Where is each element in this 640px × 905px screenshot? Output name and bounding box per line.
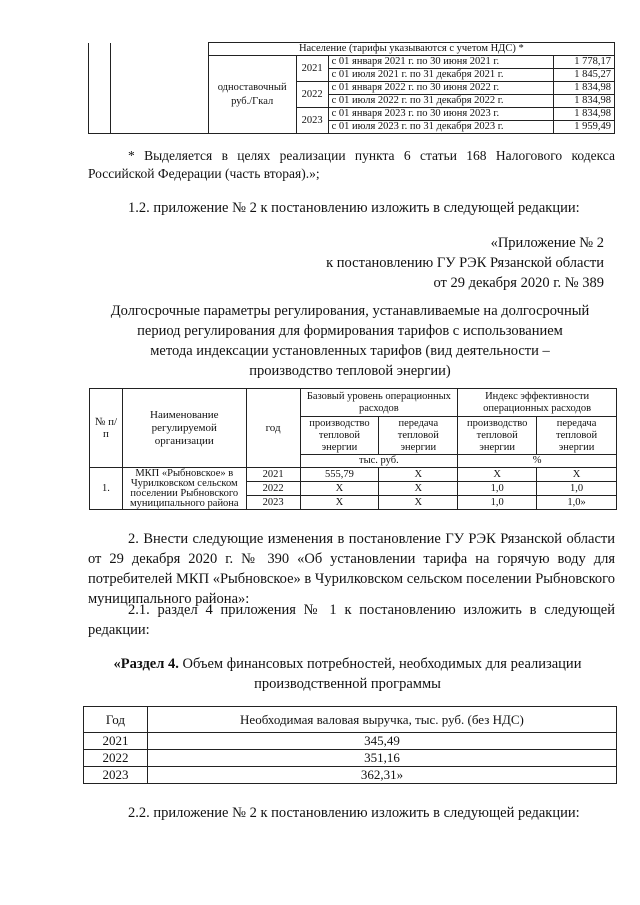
nvv-year: 2021 xyxy=(84,733,148,750)
params-title xyxy=(80,301,620,381)
cell: Х xyxy=(379,468,458,482)
nvv-table xyxy=(83,706,617,784)
params-title-line: производство тепловой энергии) xyxy=(249,363,451,379)
row-no: 1. xyxy=(90,468,123,510)
col-no: № п/п xyxy=(90,389,123,468)
section4-line2: производственной программы xyxy=(254,676,441,692)
tariff-period: с 01 июля 2021 г. по 31 декабря 2021 г. xyxy=(328,69,553,82)
tariff-value: 1 778,17 xyxy=(554,56,615,69)
nvv-year: 2022 xyxy=(84,750,148,767)
col-base: Базовый уровень операционных расходов xyxy=(300,389,458,417)
col-prod: производство тепловой энергии xyxy=(458,417,537,455)
tariff-value: 1 959,49 xyxy=(554,121,615,134)
params-title-line: Долгосрочные параметры регулирования, устанавливаемые на долгосрочный xyxy=(110,303,590,319)
tariff-year: 2022 xyxy=(296,82,328,108)
footnote: * Выделяется в целях реализации пункта 6 статьи 168 Налогового кодекса Российской Федерации (часть вторая).»; xyxy=(88,148,615,181)
para-1-2: 1.2. приложение № 2 к постановлению изложить в следующей редакции: xyxy=(128,200,580,216)
section4-rest: Объем финансовых потребностей, необходимых для реализации xyxy=(178,656,582,672)
nvv-head-value: Необходимая валовая выручка, тыс. руб. (без НДС) xyxy=(147,707,616,733)
row-year: 2021 xyxy=(246,468,300,482)
tariff-value: 1 834,98 xyxy=(554,82,615,95)
nvv-table-wrap xyxy=(83,706,617,784)
nvv-value: 362,31» xyxy=(147,767,616,784)
appendix-ref-line: от 29 декабря 2020 г. № 389 xyxy=(433,275,604,291)
tariff-period: с 01 января 2022 г. по 30 июня 2022 г. xyxy=(328,82,553,95)
nvv-value: 345,49 xyxy=(147,733,616,750)
tariff-year: 2021 xyxy=(296,56,328,82)
cell: 1,0 xyxy=(458,482,537,496)
appendix-ref xyxy=(290,233,604,293)
params-table xyxy=(89,388,617,510)
cell: Х xyxy=(537,468,617,482)
tariff-table-wrap xyxy=(88,42,615,134)
col-eff: Индекс эффективности операционных расходов xyxy=(458,389,617,417)
cell: 1,0 xyxy=(458,496,537,510)
params-title-line: период регулирования для формирования тарифов с использованием xyxy=(137,323,563,339)
tariff-period: с 01 января 2023 г. по 30 июня 2023 г. xyxy=(328,108,553,121)
appendix-ref-line: «Приложение № 2 xyxy=(490,235,604,251)
section4-title xyxy=(80,654,615,694)
col-trans: передача тепловой энергии xyxy=(379,417,458,455)
para-2-2: 2.2. приложение № 2 к постановлению изложить в следующей редакции: xyxy=(128,805,580,821)
tariff-value: 1 834,98 xyxy=(554,108,615,121)
params-title-line: метода индексации установленных тарифов (вид деятельности – xyxy=(150,343,550,359)
col-prod: производство тепловой энергии xyxy=(300,417,379,455)
tariff-value: 1 845,27 xyxy=(554,69,615,82)
cell: Х xyxy=(379,482,458,496)
col-org: Наименование регулируемой организации xyxy=(122,389,246,468)
unit-base: тыс. руб. xyxy=(300,455,458,468)
appendix-ref-line: к постановлению ГУ РЭК Рязанской области xyxy=(326,255,604,271)
row-org: МКП «Рыбновское» в Чурилковском сельском поселении Рыбновского муниципального района xyxy=(122,468,246,510)
tariff-period: с 01 января 2021 г. по 30 июня 2021 г. xyxy=(328,56,553,69)
tariff-year: 2023 xyxy=(296,108,328,134)
tariff-period: с 01 июля 2022 г. по 31 декабря 2022 г. xyxy=(328,95,553,108)
para-2-1: 2.1. раздел 4 приложения № 1 к постановлению изложить в следующей редакции: xyxy=(88,602,615,638)
cell: Х xyxy=(300,482,379,496)
tariff-table xyxy=(88,42,615,134)
unit-eff: % xyxy=(458,455,617,468)
col-trans: передача тепловой энергии xyxy=(537,417,617,455)
cell: 1,0 xyxy=(537,482,617,496)
cell: 1,0» xyxy=(537,496,617,510)
cell: Х xyxy=(458,468,537,482)
cell: 555,79 xyxy=(300,468,379,482)
tariff-period: с 01 июля 2023 г. по 31 декабря 2023 г. xyxy=(328,121,553,134)
nvv-value: 351,16 xyxy=(147,750,616,767)
nvv-head-year: Год xyxy=(84,707,148,733)
cell: Х xyxy=(300,496,379,510)
nvv-year: 2023 xyxy=(84,767,148,784)
col-year: год xyxy=(246,389,300,468)
row-year: 2022 xyxy=(246,482,300,496)
para-2: 2. Внести следующие изменения в постановление ГУ РЭК Рязанской области от 29 декабря 2020 г. № 390 «Об установлении тарифа на горячую воду для потребителей МКП «Рыбновское» в Чурилковском сельском поселении Рыбновского муниципального района»: xyxy=(88,531,615,607)
row-year: 2023 xyxy=(246,496,300,510)
cell: Х xyxy=(379,496,458,510)
params-table-wrap xyxy=(89,388,617,510)
tariff-value: 1 834,98 xyxy=(554,95,615,108)
tariff-unit: одноставочный руб./Гкал xyxy=(208,56,296,134)
tariff-header: Население (тарифы указываются с учетом НДС) * xyxy=(208,43,614,56)
section4-bold: «Раздел 4. xyxy=(113,656,179,672)
